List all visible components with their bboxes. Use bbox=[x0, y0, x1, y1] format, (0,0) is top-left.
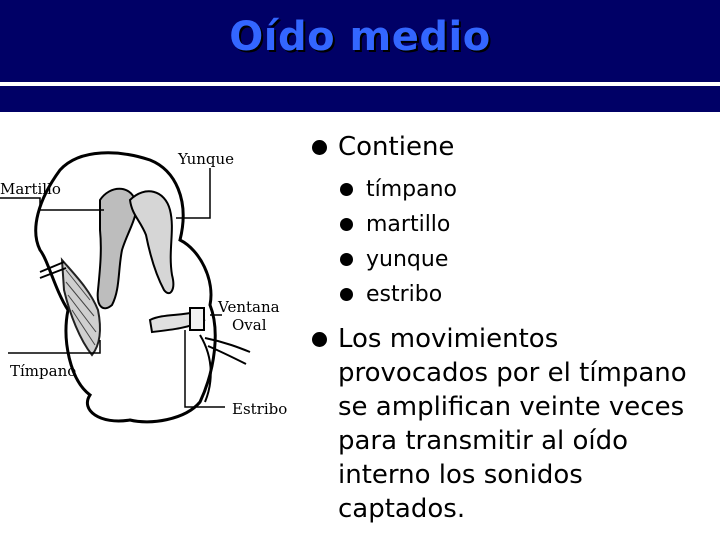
label-yunque: Yunque bbox=[178, 150, 235, 168]
bullet-contiene bbox=[310, 130, 720, 164]
sub-bullet-text: tímpano bbox=[366, 177, 458, 202]
label-timpano: Tímpano bbox=[10, 362, 77, 380]
sub-bullet-dot bbox=[340, 183, 353, 196]
sub-bullet-yunque bbox=[340, 242, 720, 277]
sub-bullet-dot bbox=[340, 288, 353, 301]
sub-bullet-estribo bbox=[340, 277, 720, 312]
sub-bullet-text: martillo bbox=[366, 212, 451, 237]
bullet-line: Los movimientos bbox=[338, 324, 559, 354]
label-oval: Oval bbox=[232, 316, 267, 334]
sub-bullet-dot bbox=[340, 218, 353, 231]
bullet-dot bbox=[312, 332, 327, 347]
bullet-line: para transmitir al oído bbox=[338, 426, 629, 456]
bullet-list bbox=[310, 130, 720, 526]
middle-ear-diagram bbox=[0, 140, 295, 430]
sub-bullet-list bbox=[340, 172, 720, 312]
bullet-dot bbox=[312, 140, 327, 155]
sub-bullet-timpano bbox=[340, 172, 720, 207]
stapes-footplate bbox=[190, 308, 204, 330]
banner-underbar bbox=[0, 86, 720, 112]
label-martillo: Martillo bbox=[0, 180, 61, 198]
bullet-line: provocados por el tímpano bbox=[338, 358, 687, 388]
bullet-movimientos bbox=[310, 322, 720, 526]
bullet-text: Contiene bbox=[338, 132, 455, 162]
label-estribo: Estribo bbox=[232, 400, 288, 418]
bullet-line: se amplifican veinte veces bbox=[338, 392, 685, 422]
label-ventana: Ventana bbox=[218, 298, 280, 316]
sub-bullet-martillo bbox=[340, 207, 720, 242]
slide-title: Oído medio bbox=[229, 14, 491, 60]
sub-bullet-dot bbox=[340, 253, 353, 266]
bullet-line: captados. bbox=[338, 494, 466, 524]
bullet-line: interno los sonidos bbox=[338, 460, 583, 490]
sub-bullet-text: yunque bbox=[366, 247, 449, 272]
sub-bullet-text: estribo bbox=[366, 282, 443, 307]
